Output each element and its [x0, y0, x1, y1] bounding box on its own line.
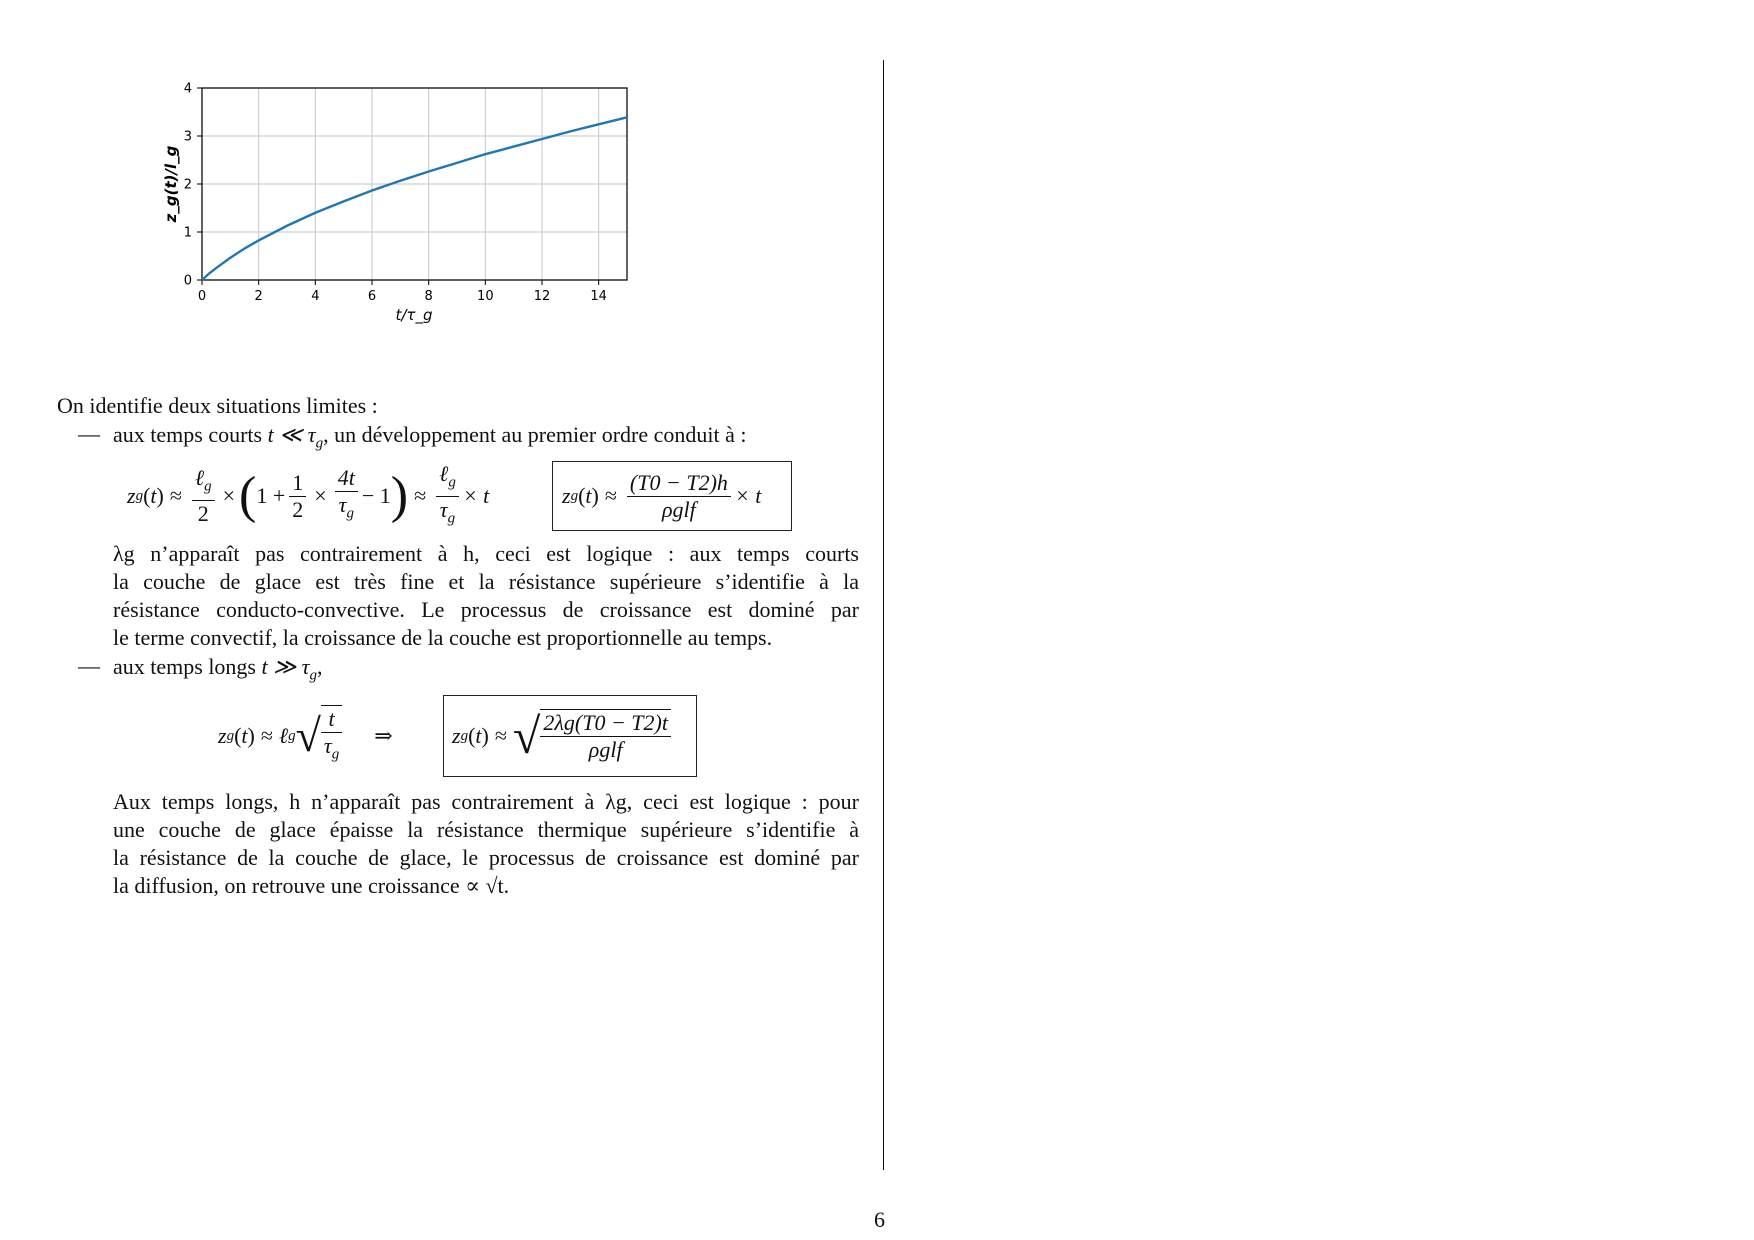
item2-condition-sub: g: [309, 667, 318, 684]
growth-chart: [150, 80, 670, 340]
series-line: [202, 117, 627, 280]
list-dash-1: —: [78, 421, 100, 446]
item1-condition-sub: g: [315, 435, 324, 452]
y-axis-label: z_g(t)/l_g: [162, 145, 180, 223]
column-divider: [883, 60, 884, 1170]
x-tick-label: 10: [477, 289, 494, 304]
eq1-box-den: ρglf: [662, 496, 696, 522]
eq1-frac-4t: $\frac{4t}{\tau_g}$: [335, 465, 358, 526]
x-tick-label: 0: [197, 289, 207, 304]
para2-line-2: une couche de glace épaisse la résistance thermique supérieure s’identifie à: [113, 817, 859, 842]
para2-line-3: la résistance de la couche de glace, le processus de croissance est dominé par: [113, 845, 859, 870]
list-dash-2: —: [78, 653, 100, 678]
x-tick-label: 8: [424, 289, 433, 304]
item2-suffix: ,: [317, 654, 323, 679]
eq2-arrow: ⇒: [374, 723, 393, 748]
eq1-lhs: z: [127, 483, 136, 508]
equation-box1-content: z g ( t ) ≈ $\frac{(T0 - T2)h}{\text{ρglf}}$ × t: [562, 469, 762, 522]
eq2-box-num: 2λg(T0 − T2)t: [540, 710, 671, 737]
eq1-frac-lg-tau: $\frac{\ell_g}{\tau_g}$: [436, 461, 459, 531]
equation-box2-content: z g ( t ) ≈ √ $\frac{2\lambda g(T0 - T2)t}{\text{ρglf}}$: [452, 698, 675, 774]
para1-line-3: résistance conducto-convective. Le processus de croissance est dominé par: [113, 597, 859, 622]
x-tick-label: 2: [254, 289, 263, 304]
item1-suffix: , un développement au premier ordre conduit à :: [323, 422, 747, 447]
para1-line-4: le terme convectif, la croissance de la couche est proportionnelle au temps.: [113, 625, 773, 650]
item1-text: [113, 421, 746, 457]
intro-text: On identifie deux situations limites :: [57, 393, 378, 418]
para2-line-1: Aux temps longs, h n’apparaît pas contrairement à λg, ceci est logique : pour: [113, 789, 859, 814]
y-tick-label: 4: [183, 81, 192, 97]
para2-line-4: la diffusion, on retrouve une croissance ∝ √t.: [113, 873, 510, 898]
y-tick-label: 2: [183, 177, 192, 193]
item2-condition: t ≫ τ: [261, 654, 310, 679]
item2-text: [113, 653, 323, 689]
eq1-frac-half: $\frac{1}{2}$: [289, 470, 306, 523]
y-tick-label: 3: [183, 129, 192, 145]
page-number: 6: [874, 1207, 885, 1232]
eq1-box-num: (T0 − T2)h: [627, 470, 731, 497]
y-tick-label: 1: [183, 225, 192, 241]
x-tick-label: 14: [590, 289, 607, 304]
x-tick-label: 12: [533, 289, 551, 304]
item2-prefix: aux temps longs: [113, 654, 256, 679]
x-tick-label: 4: [311, 289, 320, 304]
para1-line-1: λg n’apparaît pas contrairement à h, ceci est logique : aux temps courts: [113, 541, 859, 566]
x-ticks: [198, 280, 607, 304]
equation-short-times: z g ( t ) ≈ $\frac{\ell_g}{2}$ × ( 1 + $\frac{1}{2}$ × $\frac{4t}{\tau_g}$ − 1 ) ≈ $\frac{\ell_g}{\tau_g}$ × t: [127, 460, 511, 532]
x-tick-label: 6: [367, 289, 377, 304]
x-axis-label: t/τ_g: [395, 306, 433, 324]
item1-prefix: aux temps courts: [113, 422, 263, 447]
y-tick-label: 0: [183, 273, 192, 289]
eq2-box-den: ρglf: [588, 737, 623, 762]
eq1-approx: ≈: [169, 483, 182, 508]
item1-condition: t ≪ τ: [267, 422, 316, 447]
chart-grid: [202, 88, 627, 280]
y-ticks: [184, 82, 202, 289]
eq1-frac-lg-2: $\frac{\ell_g}{2}$: [192, 465, 215, 526]
equation-long-times: z g ( t ) ≈ ℓ g √ $\frac{t}{\tau_g}$ ⇒: [218, 700, 393, 772]
para1-line-2: la couche de glace est très fine et la résistance supérieure s’identifie à la: [113, 569, 859, 594]
